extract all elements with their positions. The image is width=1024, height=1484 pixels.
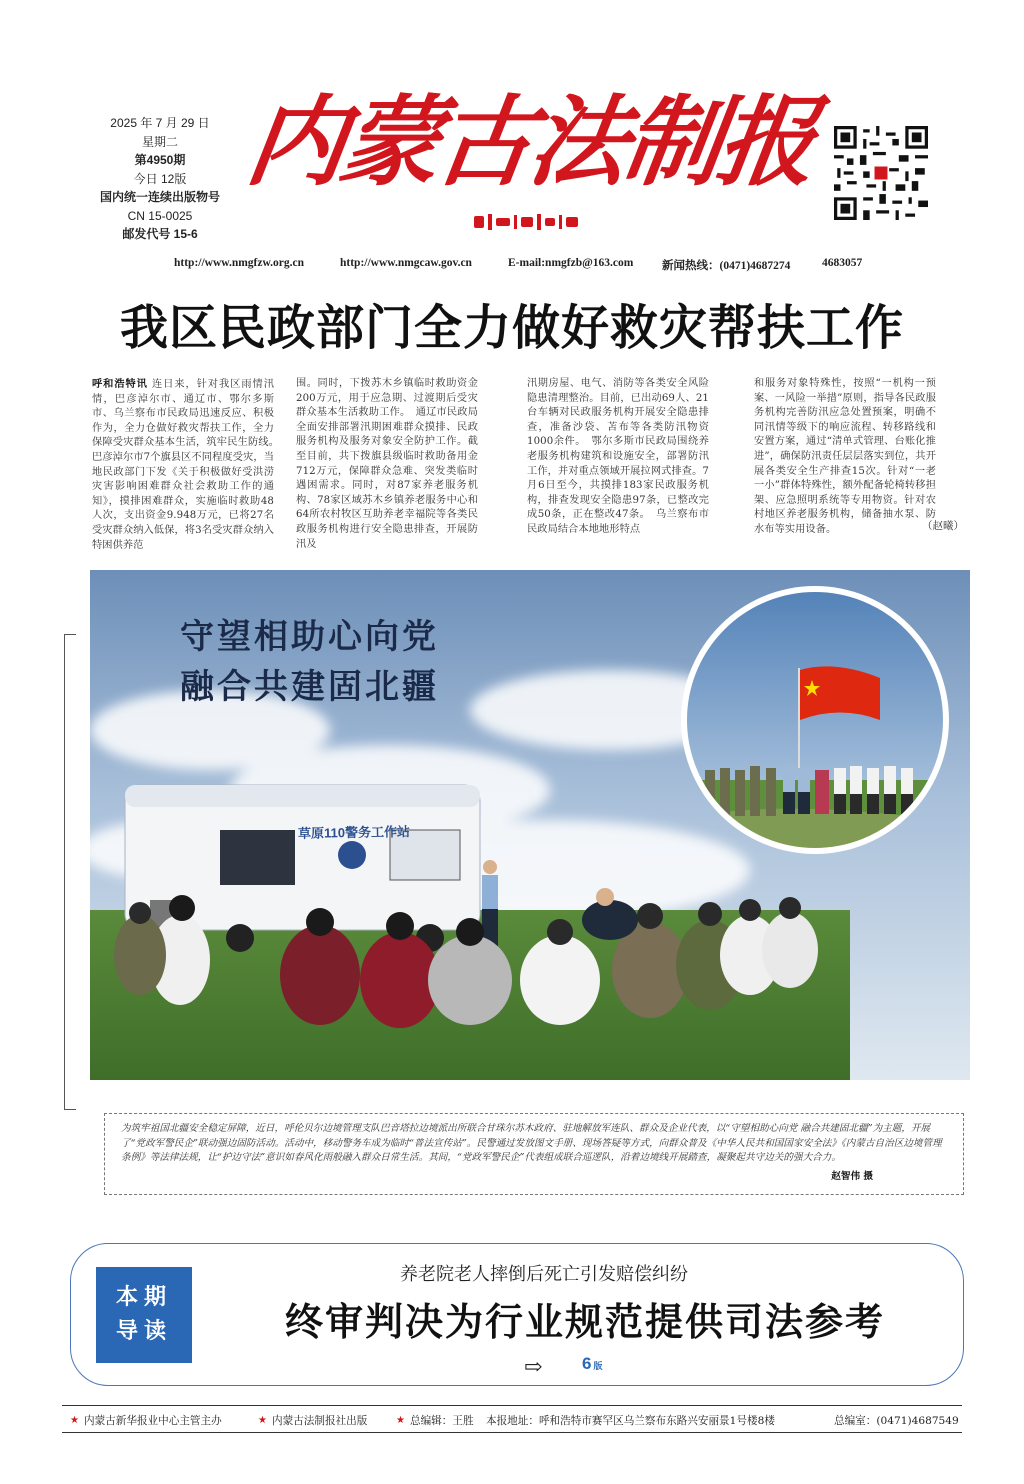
website-link-2[interactable]: http://www.nmgcaw.gov.cn (340, 257, 472, 269)
newspaper-title: 内蒙古法制报 (239, 85, 821, 200)
article-byline: （赵曦） (922, 520, 964, 532)
arrow-right-icon: ⇨ (524, 1355, 543, 1380)
news-hotline: 新闻热线：(0471)4687274 (662, 260, 791, 272)
footer-sponsor: 内蒙古新华报业中心主管主办 (84, 1415, 222, 1427)
trailer-sign: 草原110警务工作站 (297, 824, 411, 841)
photo-title-line-2: 融合共建固北疆 (180, 667, 439, 707)
footer-office-phone: 总编室：(0471)4687549 (834, 1415, 959, 1427)
guide-page-number: 6 (582, 1354, 592, 1373)
issue-weekday: 星期二 (141, 134, 178, 149)
website-link-1[interactable]: http://www.nmgfzw.org.cn (174, 257, 305, 269)
news-hotline-2: 4683057 (822, 257, 863, 269)
article-text-1: 连日来，针对我区雨情汛情，巴彦淖尔市、通辽市、鄂尔多斯市、乌兰察布市民政局迅速反应、积极作为，全力仓做好救灾帮扶工作，全力保障受灾群众基本生活，筑牢民生防线。 巴彦淖尔市7个旗县区不同程度受灾，当地民政部门下发《关于积极做好受洪涝灾害影响困难群众社会救助工作的通知》，摸排困难群众，实施临时救助48人次，支出资金9.948万元，已将27名受灾群众纳入低保，将3名受灾群众纳入特困供养范 (92, 379, 285, 551)
photo-bracket (64, 634, 76, 1110)
email-link[interactable]: E-mail:nmgfzb@163.com (508, 257, 634, 269)
lead-headline[interactable]: 我区民政部门全力做好救灾帮扶工作 (119, 300, 904, 356)
cn-number: CN 15-0025 (127, 208, 193, 223)
footer-address: 本报地址：呼和浩特市赛罕区乌兰察布东路兴安丽景1号楼8楼 (486, 1415, 775, 1427)
footer-editor: 总编辑：王胜 (410, 1415, 474, 1427)
guide-page-suffix: 版 (593, 1361, 603, 1371)
issue-number: 第4950期 (134, 153, 186, 167)
photo-caption (104, 1113, 964, 1195)
postal-code: 邮发代号 15-6 (122, 227, 198, 241)
article-column-1 (92, 377, 285, 553)
footer-publisher: 内蒙古法制报社出版 (272, 1415, 368, 1427)
photo-title-line-1: 守望相助心向党 (180, 617, 439, 657)
star-icon: ★ (70, 1415, 79, 1426)
page-count: 今日 12版 (133, 171, 187, 186)
star-icon: ★ (258, 1415, 267, 1426)
issue-date: 2025 年 7 月 29 日 (110, 116, 210, 130)
article-column-3: 汛期房屋、电气、消防等各类安全风险隐患清理整治。目前，已出动69人、21台车辆对民政服务机构开展安全隐患排查，准备沙袋、苫布等各类防汛物资1000余件。 鄂尔多斯市民政局围绕养老服务机构建筑和设施安全，部署防汛工作，并对重点领域开展拉网式排查。7月6日至今，共摸排183家民政服务机构，排查发现安全隐患97条，已整改完成50条，正在整改47条。 乌兰察布市民政局结合本地地形特点 (527, 378, 709, 535)
guide-page-ref[interactable] (582, 1354, 602, 1374)
reading-guide-badge (96, 1267, 192, 1363)
mongolian-script-logo (472, 212, 582, 232)
guide-title[interactable]: 终审判决为行业规范提供司法参考 (284, 1299, 885, 1344)
photo-credit: 赵智伟 摄 (831, 1170, 873, 1182)
serial-label: 国内统一连续出版物号 (100, 190, 221, 204)
badge-line-2: 导读 (115, 1318, 172, 1344)
star-icon: ★ (396, 1415, 405, 1426)
caption-text: 为筑牢祖国北疆安全稳定屏障，近日，呼伦贝尔边境管理支队巴音塔拉边境派出所联合甘珠尔苏木政府、驻地解放军连队、群众及企业代表，以“守望相助心向党 融合共建固北疆”为主题，开展了“党政军警民企”联动强边固防活动。活动中，移动警务车成为临时“普法宣传站”。民警通过发放图文手册、现场答疑等方式，向群众普及《中华人民共和国国家安全法》《内蒙古自治区边境管理条例》等法律法规，让“护边守法”意识如春风化雨般融入群众日常生活。其间，“党政军警民企”代表组成联合巡逻队，沿着边境线开展踏查，凝聚起共守边关的强大合力。 (121, 1123, 942, 1163)
article-column-4: 和服务对象特殊性，按照“一机构一预案、一风险一举措”原则，指导各民政服务机构完善防汛应急处置预案，明确不同汛情等级下的响应流程、转移路线和安置方案，通过“清单式管理、台账化推进”，确保防汛责任层层落实到位，共开展各类安全生产排查15次。针对“一老一小”群体特殊性，额外配备轮椅转移担架、应急照明系统等专用物资。针对农村地区养老服务机构，储备抽水泵、防水布等实用设备。 (754, 378, 936, 535)
masthead-meta (100, 114, 220, 244)
qr-code-image[interactable] (834, 126, 928, 220)
article-column-2: 围。同时，下拨苏木乡镇临时救助资金200万元，用于应急期、过渡期后受灾群众基本生活救助工作。 通辽市民政局全面安排部署汛期困难群众摸排、民政服务机构及服务对象安全防护工作。截至目前，共下拨旗县级临时救助备用金712万元，保障群众急难、突发类临时遇困需求。同时，对87家养老服务机构、78家区域苏木乡镇养老服务中心和64所农村牧区互助养老幸福院等各类民政服务机构进行安全隐患排查，开展防汛及 (296, 378, 478, 550)
footer (70, 1413, 970, 1429)
contact-row (174, 257, 874, 273)
footer-rule-top (62, 1405, 962, 1406)
article-dateline: 呼和浩特讯 (92, 378, 148, 390)
footer-rule-bottom (62, 1432, 962, 1433)
guide-subtitle[interactable]: 养老院老人摔倒后死亡引发赔偿纠纷 (400, 1264, 688, 1285)
photo-title (180, 612, 439, 712)
badge-line-1: 本期 (115, 1284, 172, 1310)
